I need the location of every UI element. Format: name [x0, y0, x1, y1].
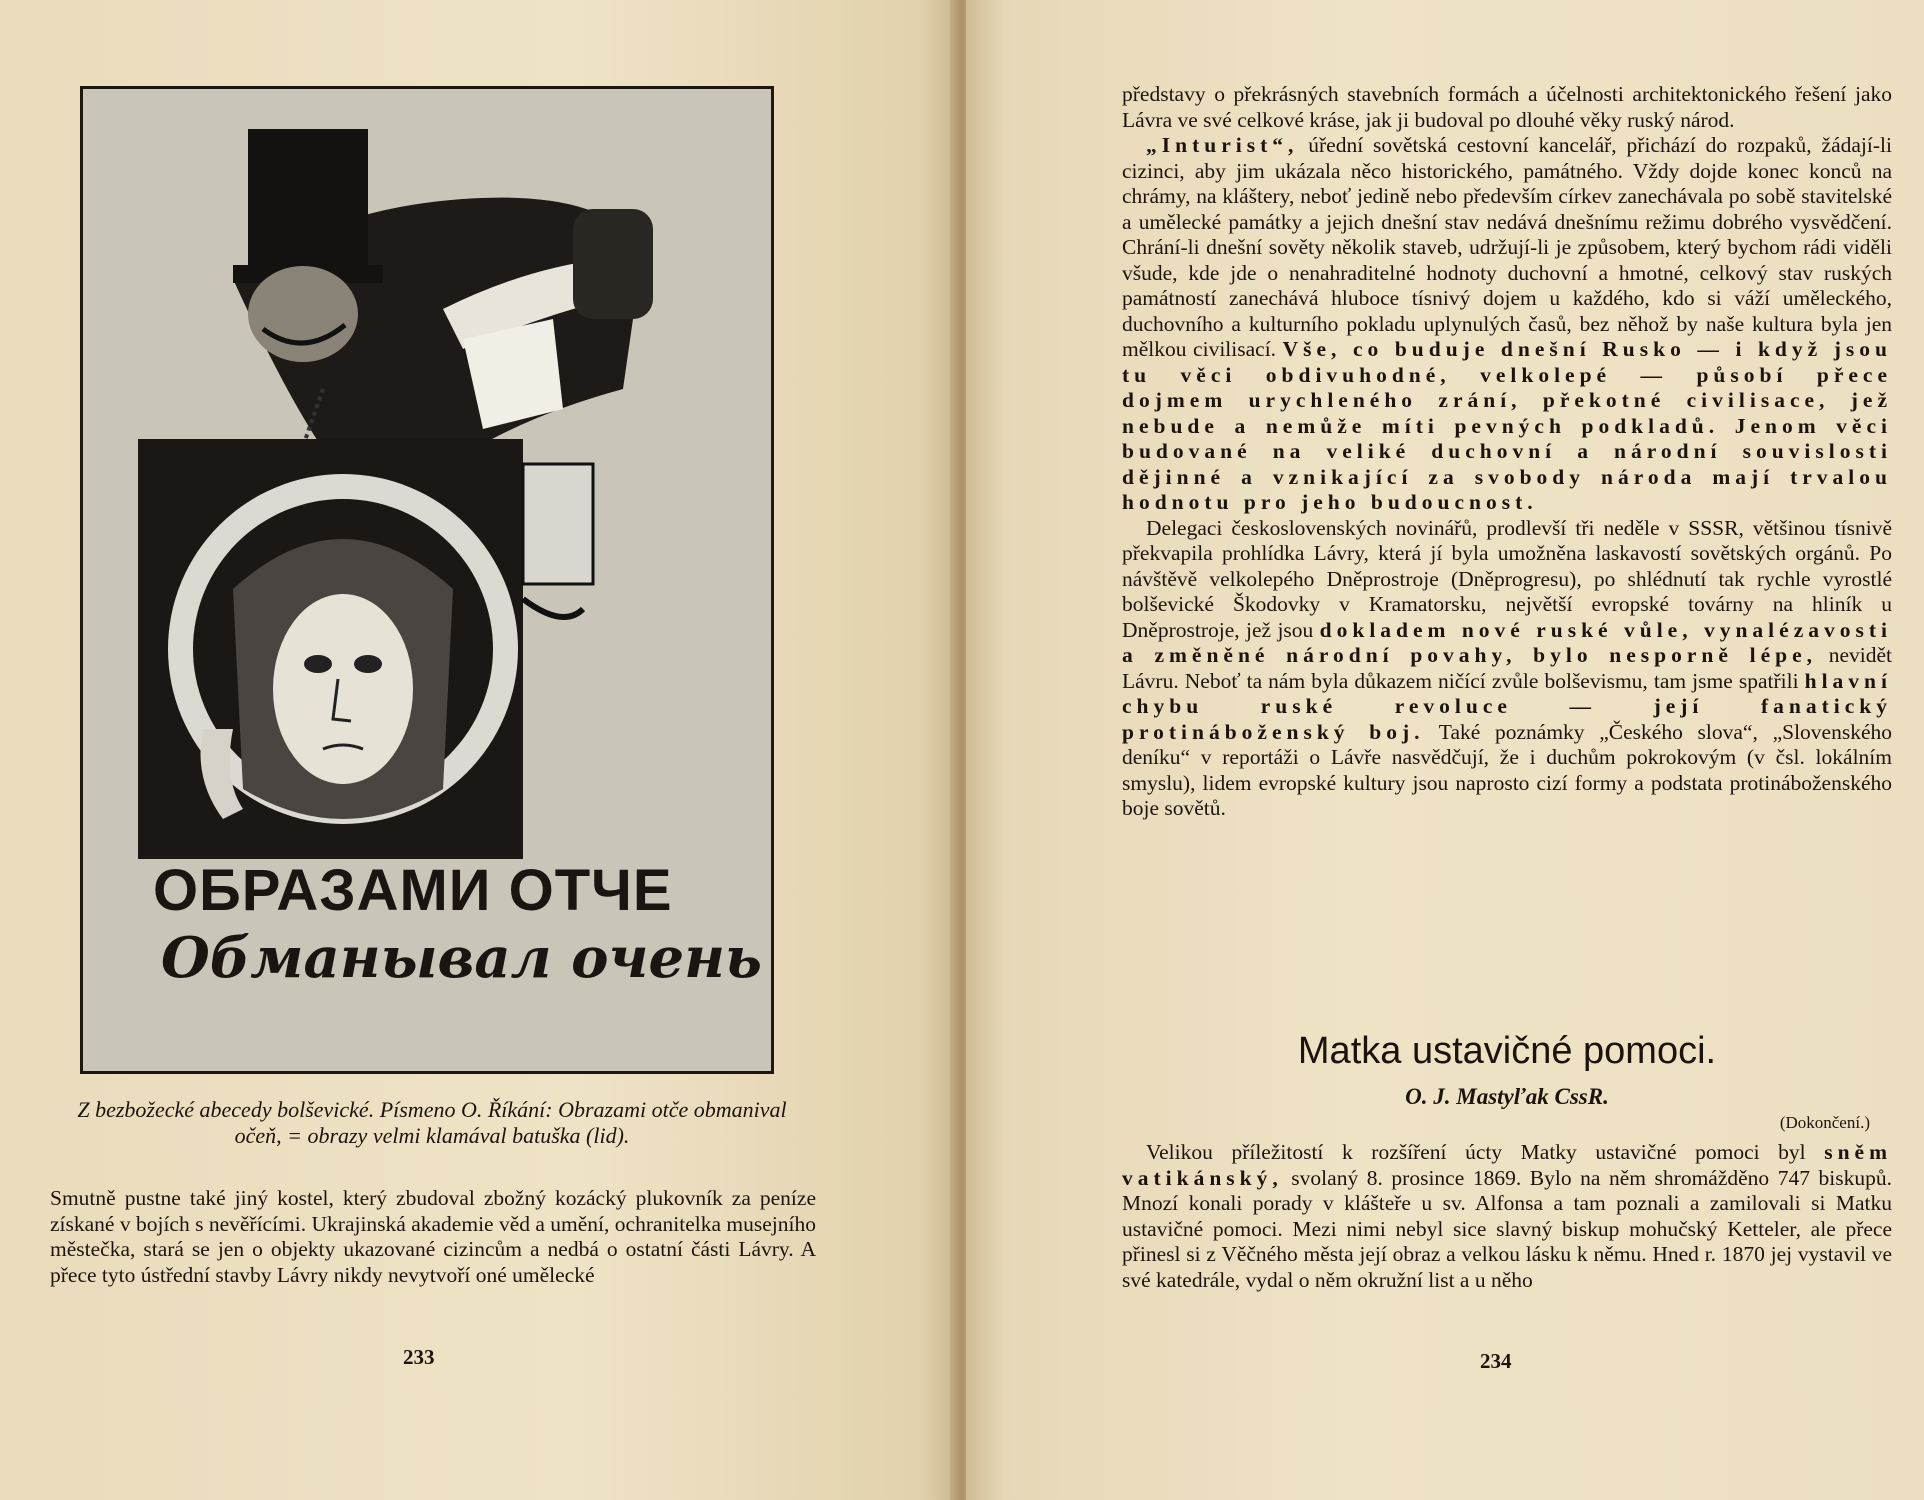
page-number-left: 233 [403, 1345, 435, 1369]
article-body-c: svolaný 8. prosince 1869. Bylo na něm shromážděno 747 biskupů. Mnozí konali porady v klášteře u sv. Alfonsa a tam poznali a zamilovali si Matku ustavičné pomoci. Mezi nimi nebyl sice slavný biskup mohučský Ketteler, ale přece přinesl si z Věčného města její obraz a velkou lásku k němu. Hned r. 1870 jej vystavil ve své katedrále, vydal o něm okružní list a u něho [1122, 1165, 1892, 1292]
paragraph-3-emphasis-b: hlavní chybu ruské revoluce — její fanatický protináboženský boj. [1122, 668, 1892, 744]
article-body-a: Velikou příležitostí k rozšíření úcty Matky ustavičné pomoci byl [1146, 1140, 1825, 1164]
article-body [1122, 1140, 1892, 1293]
article-title: Matka ustavičné pomoci. [1297, 1030, 1717, 1072]
paragraph-2 [1122, 133, 1892, 516]
article-body-emphasis: sněm vatikánský, [1122, 1140, 1892, 1190]
paragraph-3-emphasis-a: dokladem nové ruské vůle, vynalézavosti a změněné národní povahy, bylo nesporně lépe, [1122, 617, 1892, 667]
paragraph-3-text-b: nevidět Lávru. Neboť ta nám byla důkazem ničící zvůle bolševismu, tam jsme spatřili [1122, 643, 1892, 693]
paragraph-3-text-a: Delegaci československých novinářů, prodlevší tři neděle v SSSR, většinou tísnivě překvapila prohlídka Lávry, která jí byla umožněna laskavostí sovětských orgánů. Po návštěvě velkolepého Dněprostroje (Dněprogresu), po shlédnutí tak rychle vyrostlé bolševické Škodovky v Kramatorsku, největší evropské továrny na hliník u Dněprostroje, jež jsou [1122, 515, 1892, 642]
poster-caption: Z bezbožecké abecedy bolševické. Písmeno O. Říkání: Obrazami otče obmanival očeň, = obrazy velmi klamával batuška (lid). [77, 1097, 787, 1148]
paragraph-2-text: úřední sovětská cestovní kancelář, přichází do rozpaků, žádají-li cizinci, aby jim ukázala něco historického, památného. Vždy dojde konec konců na chrámy, na kláštery, neboť jedině nebo především církev zanechávala po sobě stavitelské a umělecké památky a jejich dnešní stav nedává dnešnímu režimu dobrého vysvědčení. Chrání-li dnešní sověty několik staveb, udržují-li je způsobem, který bychom rádi viděli všude, kde jde o nenahraditelné hodnoty duchovní a hmotné, celkový stav ruských památností zanechává hluboce tísnivý dojem u každého, kdo si váží uměleckého, duchovního a kulturního pokladu uplynulých časů, bez něhož by naše kultura byla jen mělkou civilisací. [1122, 133, 1892, 361]
left-page [0, 0, 958, 1500]
paragraph-3 [1122, 516, 1892, 822]
paragraph-2-emphasis: Vše, co buduje dnešní Rusko — i když jsou tu věci obdivuhodné, velkolepé — působí přece dojmem urychleného zrání, překotné civilisace, jež nebude a nemůže míti pevných podkladů. Jenom věci budované na veliké duchovní a národní souvislosti dějinné a vznikající za svobody národa mají trvalou hodnotu pro jeho budoucnost. [1122, 337, 1892, 514]
left-body-text: Smutně pustne také jiný kostel, který zbudoval zbožný kozácký plukovník za peníze získané v bojích s nevěřícími. Ukrajinská akademie věd a umění, ochranitelka musejního městečka, stará se jen o objekty ukazované cizincům a nedbá o ostatní části Lávry. A přece tyto ústřední stavby Lávry nikdy nevytvoří oné umělecké [50, 1186, 816, 1287]
right-body-text [1122, 82, 1892, 822]
inturist-term: „Inturist“, [1146, 133, 1299, 157]
poster-title-line1: ОБРАЗАМИ ОТЧЕ [153, 858, 673, 923]
poster-title-line2: Обманывал очень [161, 925, 762, 991]
article-continuation-note: (Dokončení.) [1779, 1113, 1870, 1132]
paragraph-1: představy o překrásných stavebních formách a účelnosti architektonického řešení jako Lávra ve své celkové kráse, jak ji budoval po dlouhé věky ruský národ. [1122, 82, 1892, 132]
poster-illustration [80, 86, 774, 1074]
paragraph-3-text-c: Také poznámky „Českého slova“, „Slovenského deníku“ v reportáži o Lávře nasvědčují, že i duchům pokrokovým (v čsl. lokálním smyslu), lidem evropské kultury jsou naprosto cizí formy a podstata protináboženského boje sovětů. [1122, 719, 1892, 820]
page-number-right: 234 [1480, 1349, 1512, 1373]
article-author: O. J. Mastyľak CssR. [1405, 1084, 1609, 1109]
